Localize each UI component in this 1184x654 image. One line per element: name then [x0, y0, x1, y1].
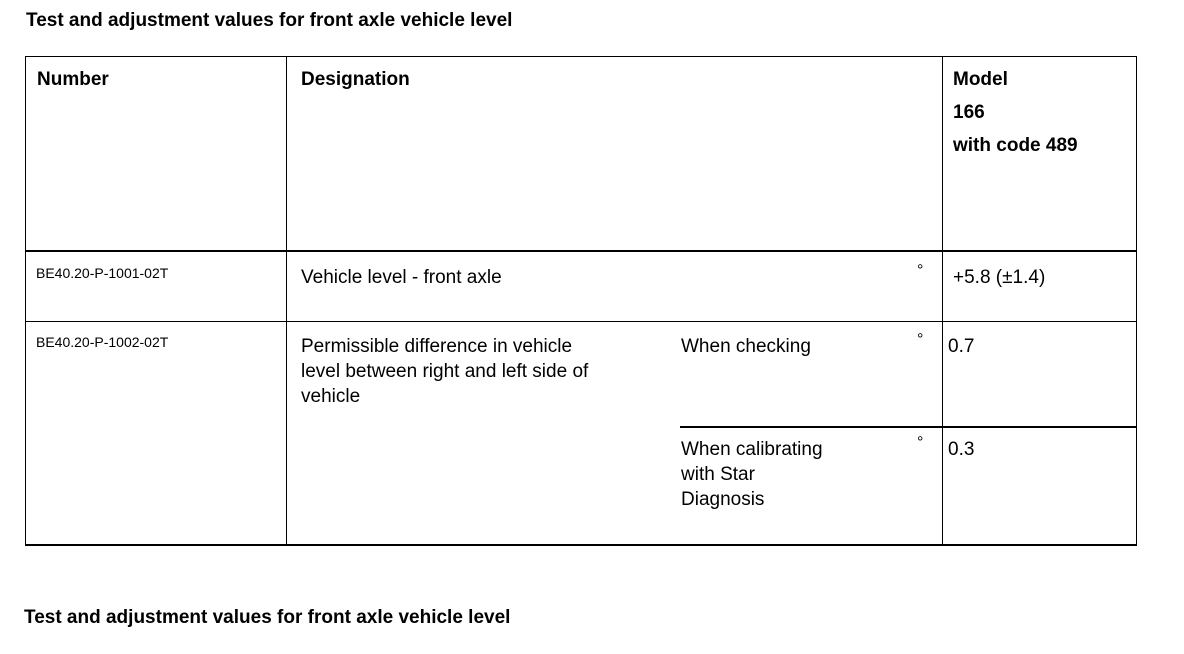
header-number: Number: [37, 69, 109, 90]
row-2-designation-line: level between right and left side of: [301, 361, 589, 382]
row-2b-value: 0.3: [948, 439, 975, 460]
row-2-designation: [301, 334, 588, 409]
row-2b-condition: [681, 437, 823, 512]
row-1-number: BE40.20-P-1001-02T: [36, 265, 169, 281]
row-2a-condition: When checking: [681, 336, 811, 357]
column-divider: [942, 57, 943, 544]
column-divider: [286, 57, 287, 544]
row-1-value: +5.8 (±1.4): [953, 267, 1046, 288]
row-2-designation-line: Permissible difference in vehicle: [301, 336, 573, 357]
row-2b-unit: °: [917, 434, 924, 451]
header-divider: [26, 250, 1136, 252]
adjustment-values-table: [25, 56, 1137, 546]
page-title: Test and adjustment values for front axle vehicle level: [26, 10, 513, 31]
row-2a-value: 0.7: [948, 336, 975, 357]
header-model: [953, 63, 1078, 162]
header-model-line: with code 489: [953, 135, 1078, 156]
row-2-number: BE40.20-P-1002-02T: [36, 334, 169, 350]
sub-row-divider: [680, 426, 1136, 428]
row-1-designation: Vehicle level - front axle: [301, 267, 502, 288]
row-divider: [26, 321, 1136, 322]
row-2b-condition-line: Diagnosis: [681, 489, 765, 510]
header-model-line: 166: [953, 102, 985, 123]
header-designation: Designation: [301, 69, 410, 90]
page-title-repeat: Test and adjustment values for front axle vehicle level: [24, 607, 511, 628]
row-1-unit: °: [917, 262, 924, 279]
header-model-line: Model: [953, 69, 1008, 90]
row-2-designation-line: vehicle: [301, 386, 361, 407]
row-2a-unit: °: [917, 331, 924, 348]
row-2b-condition-line: When calibrating: [681, 439, 823, 460]
row-2b-condition-line: with Star: [681, 464, 755, 485]
